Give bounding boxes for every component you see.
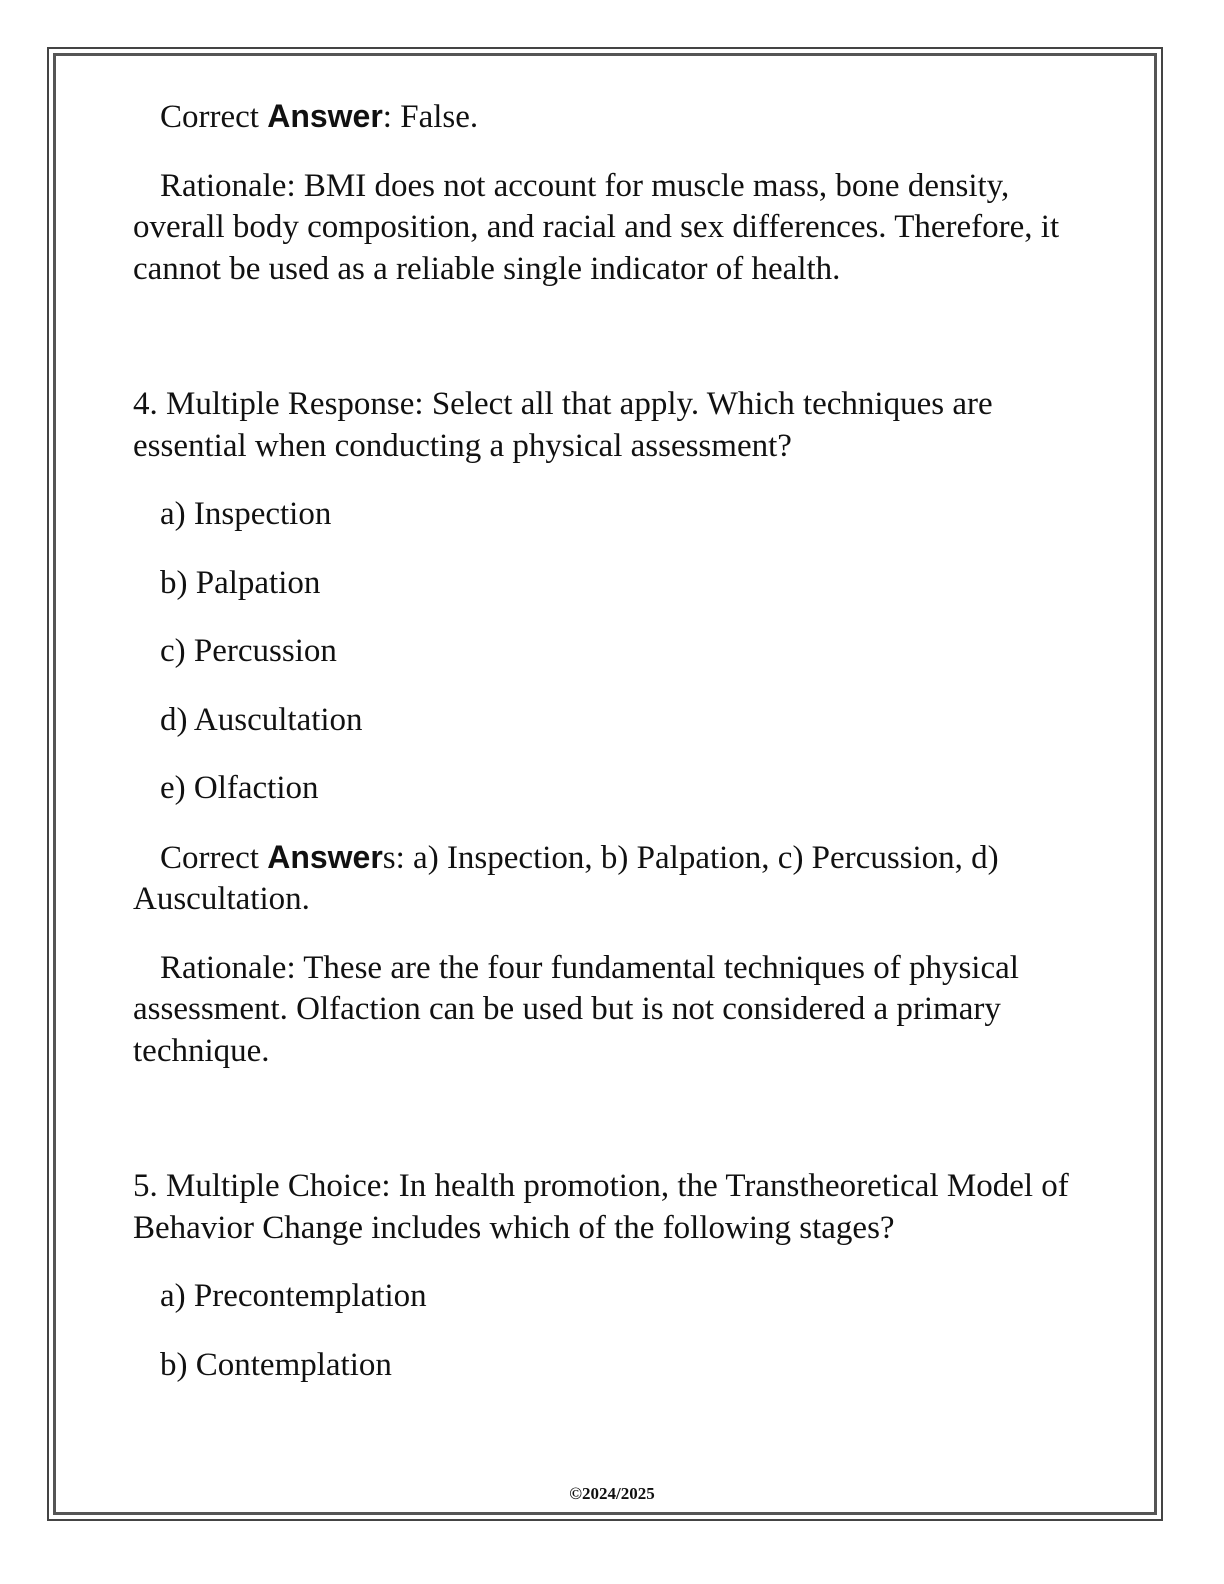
q4-option-b: b) Palpation [160,564,321,601]
answer-prefix: Correct [160,839,268,876]
q5-option-b: b) Contemplation [160,1346,392,1383]
answer-keyword: Answer [267,838,383,875]
q4-option-e: e) Olfaction [160,770,319,806]
answer-keyword: Answer [267,98,383,134]
q4-option-c: c) Percussion [160,633,337,669]
q4-option-a: a) Inspection [160,496,332,532]
q3-correct-answer [133,96,1093,139]
q5-question: 5. Multiple Choice: In health promotion, the Transtheoretical Model of Behavior Change includes which of the following stages? [133,1168,1069,1246]
answer-prefix: Correct [160,99,268,135]
copyright-footer: ©2024/2025 [569,1484,655,1503]
q4-rationale: Rationale: These are the four fundamental techniques of physical assessment. Olfaction can be used but is not considered a primary technique. [133,949,1019,1069]
q3-rationale: Rationale: BMI does not account for muscle mass, bone density, overall body composition, and racial and sex differences. Therefore, it cannot be used as a reliable single indicator of health. [133,167,1060,287]
answer-value: : False. [382,99,479,135]
q4-option-d: d) Auscultation [160,701,363,738]
q5-option-a: a) Precontemplation [160,1278,427,1314]
answer-value: s: a) Inspection, b) Palpation, c) Percussion, d) Auscultation. [133,839,999,917]
q4-question: 4. Multiple Response: Select all that apply. Which techniques are essential when conducting a physical assessment? [133,386,993,464]
q4-correct-answers [133,837,1093,921]
document-body [133,96,1093,1386]
